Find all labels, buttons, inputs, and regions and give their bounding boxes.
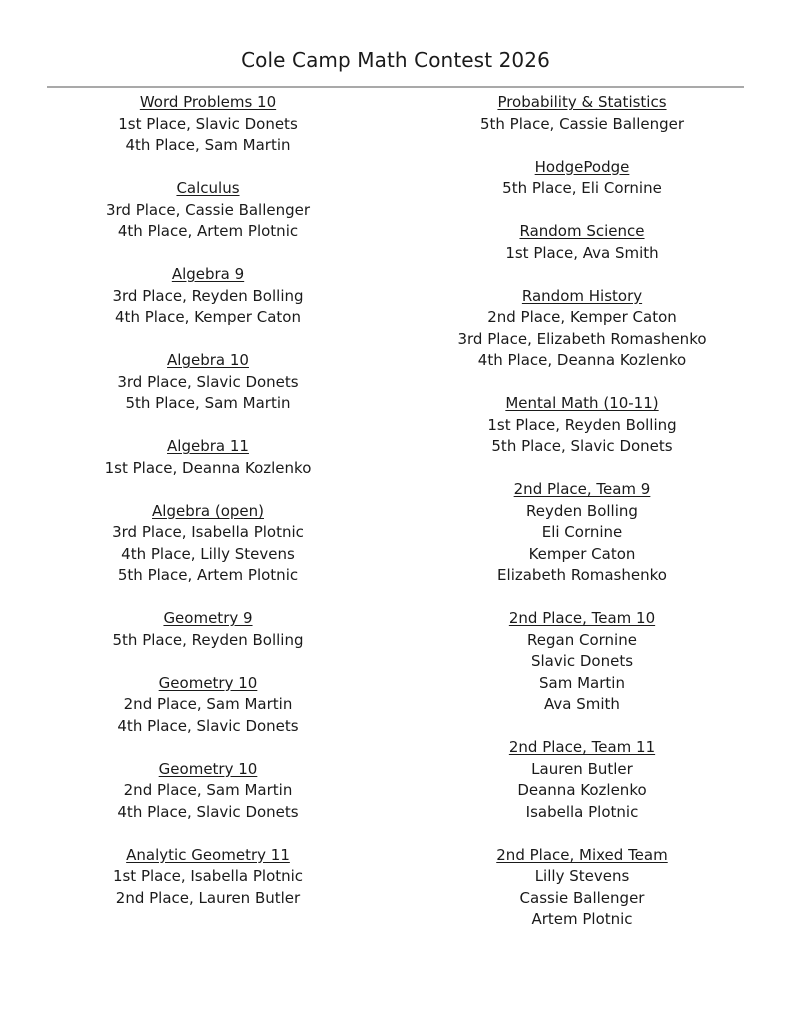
section-word-problems-10 xyxy=(58,92,358,157)
section-heading: Calculus xyxy=(176,179,240,197)
result-line: 4th Place, Slavic Donets xyxy=(117,802,299,821)
page-title: Cole Camp Math Contest 2026 xyxy=(241,48,550,72)
result-line: Elizabeth Romashenko xyxy=(497,566,667,584)
section-2nd-place-team-11 xyxy=(420,737,744,823)
section-2nd-place-mixed-team xyxy=(420,845,744,931)
result-line: Artem Plotnic xyxy=(531,910,633,928)
section-geometry-9 xyxy=(58,608,358,651)
title-divider xyxy=(47,86,744,88)
result-line: Cassie Ballenger xyxy=(519,888,645,907)
result-line: 3rd Place, Cassie Ballenger xyxy=(105,200,311,219)
result-line: Reyden Bolling xyxy=(526,501,638,520)
section-heading: Geometry 10 xyxy=(158,673,258,692)
section-hodgepodge xyxy=(420,157,744,200)
left-column xyxy=(58,92,358,931)
section-algebra-10 xyxy=(58,350,358,415)
section-heading: Probability & Statistics xyxy=(497,93,667,111)
result-line: Ava Smith xyxy=(544,695,620,713)
result-line: 2nd Place, Sam Martin xyxy=(123,781,293,799)
section-2nd-place-team-9 xyxy=(420,479,744,587)
section-heading: Algebra 9 xyxy=(171,265,245,283)
result-line: 4th Place, Lilly Stevens xyxy=(121,544,295,563)
section-heading: Geometry 9 xyxy=(163,609,253,627)
result-line: 1st Place, Reyden Bolling xyxy=(487,415,677,434)
result-line: 1st Place, Slavic Donets xyxy=(118,114,298,133)
section-probability-statistics xyxy=(420,92,744,135)
result-line: 3rd Place, Isabella Plotnic xyxy=(112,523,304,541)
section-heading: Word Problems 10 xyxy=(139,93,277,111)
result-line: 5th Place, Artem Plotnic xyxy=(117,566,299,584)
result-line: 4th Place, Deanna Kozlenko xyxy=(477,351,687,369)
result-line: 2nd Place, Lauren Butler xyxy=(115,888,301,907)
section-algebra-9 xyxy=(58,264,358,329)
result-line: Slavic Donets xyxy=(530,652,634,670)
result-line: Deanna Kozlenko xyxy=(517,781,647,799)
section-algebra-11 xyxy=(58,436,358,479)
result-line: 5th Place, Eli Cornine xyxy=(502,179,662,197)
result-line: 4th Place, Artem Plotnic xyxy=(117,222,299,240)
section-heading: 2nd Place, Team 11 xyxy=(508,738,656,756)
result-line: Regan Cornine xyxy=(527,630,637,649)
section-geometry-10 xyxy=(58,673,358,738)
section-heading: HodgePodge xyxy=(534,157,630,176)
section-2nd-place-team-10 xyxy=(420,608,744,716)
result-line: 5th Place, Sam Martin xyxy=(125,394,291,412)
section-heading: 2nd Place, Team 9 xyxy=(513,480,651,498)
section-heading: Random Science xyxy=(519,222,645,240)
result-line: Kemper Caton xyxy=(528,544,636,563)
section-heading: Analytic Geometry 11 xyxy=(126,845,290,864)
section-heading: Random History xyxy=(521,286,643,305)
section-heading: Geometry 10 xyxy=(158,759,258,778)
result-line: 2nd Place, Sam Martin xyxy=(123,695,293,713)
right-column xyxy=(420,92,744,952)
result-line: Eli Cornine xyxy=(541,523,623,541)
result-line: 2nd Place, Kemper Caton xyxy=(487,308,677,326)
section-heading: Algebra (open) xyxy=(152,501,264,520)
result-line: Lilly Stevens xyxy=(534,867,630,885)
result-line: Lauren Butler xyxy=(531,759,633,778)
section-calculus xyxy=(58,178,358,243)
section-random-history xyxy=(420,286,744,372)
result-line: 5th Place, Slavic Donets xyxy=(491,437,673,455)
section-heading: 2nd Place, Mixed Team xyxy=(496,845,668,864)
result-line: 1st Place, Isabella Plotnic xyxy=(112,867,304,885)
section-heading: Mental Math (10-11) xyxy=(505,394,659,412)
result-line: 1st Place, Ava Smith xyxy=(505,243,659,262)
section-analytic-geometry-11 xyxy=(58,845,358,910)
result-line: 5th Place, Cassie Ballenger xyxy=(479,114,685,133)
result-line: 3rd Place, Reyden Bolling xyxy=(112,286,304,305)
result-line: 4th Place, Slavic Donets xyxy=(117,716,299,735)
result-line: 3rd Place, Elizabeth Romashenko xyxy=(457,329,707,348)
result-line: Isabella Plotnic xyxy=(525,802,639,821)
section-random-science xyxy=(420,221,744,264)
section-algebra-open xyxy=(58,501,358,587)
section-mental-math-10-11 xyxy=(420,393,744,458)
section-heading: Algebra 10 xyxy=(167,351,249,369)
result-line: 1st Place, Deanna Kozlenko xyxy=(104,458,312,477)
result-line: Sam Martin xyxy=(539,673,625,692)
section-geometry-10 xyxy=(58,759,358,824)
result-line: 4th Place, Sam Martin xyxy=(125,136,291,154)
result-line: 5th Place, Reyden Bolling xyxy=(112,630,304,649)
section-heading: 2nd Place, Team 10 xyxy=(508,609,656,627)
result-line: 4th Place, Kemper Caton xyxy=(115,308,301,326)
result-line: 3rd Place, Slavic Donets xyxy=(117,372,299,391)
section-heading: Algebra 11 xyxy=(167,437,249,455)
